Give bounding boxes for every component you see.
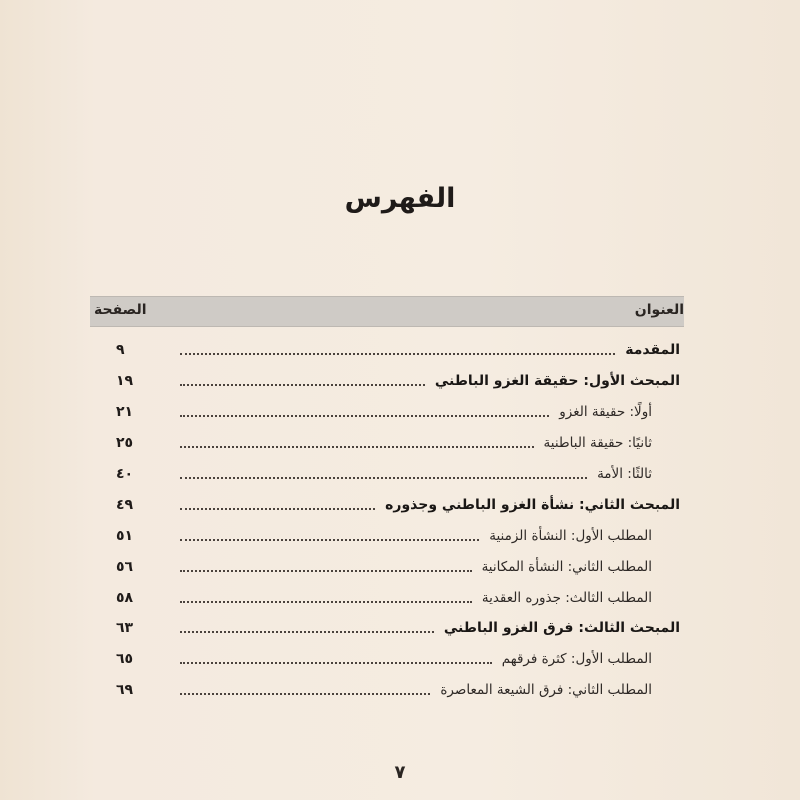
toc-row — [100, 335, 680, 366]
toc-entry-label: المطلب الأول: كثرة فرقهم — [501, 651, 652, 668]
toc-row — [100, 520, 680, 551]
toc-entry-label: ثانيًا: حقيقة الباطنية — [543, 435, 652, 452]
toc-entry-page: ٥٨ — [116, 589, 134, 606]
page-number: ٧ — [394, 762, 406, 783]
toc-entry-page: ٦٥ — [116, 651, 134, 668]
toc-entry-page: ٤٩ — [116, 496, 134, 513]
dot-leader — [180, 384, 425, 386]
toc-row — [100, 675, 680, 706]
dot-leader — [180, 477, 587, 479]
toc-entry-label: المطلب الثاني: فرق الشيعة المعاصرة — [440, 682, 652, 699]
toc-row — [100, 366, 680, 397]
toc-entry-label: المطلب الثالث: جذوره العقدية — [481, 589, 652, 606]
toc-entry-page: ٤٠ — [116, 466, 134, 482]
dot-leader — [180, 570, 472, 572]
dot-leader — [180, 446, 534, 448]
header-page-column: الصفحة — [94, 302, 147, 318]
toc-entry-page: ٥١ — [116, 527, 134, 544]
dot-leader — [180, 693, 430, 695]
header-title-column: العنوان — [634, 302, 684, 318]
toc-entry-page: ٩ — [116, 342, 125, 359]
page-title: الفهرس — [344, 183, 456, 214]
dot-leader — [180, 662, 492, 664]
toc-row — [100, 397, 680, 428]
dot-leader — [180, 415, 549, 417]
toc-entry-label: المبحث الثاني: نشأة الغزو الباطني وجذوره — [385, 496, 680, 513]
toc-row — [100, 613, 680, 644]
toc-entry-page: ٢١ — [116, 404, 134, 421]
dot-leader — [180, 508, 375, 510]
toc-entry-label: المبحث الثالث: فرق الغزو الباطني — [443, 620, 680, 637]
toc-entry-label: أولًا: حقيقة الغزو — [559, 404, 652, 421]
toc-row — [100, 489, 680, 520]
toc-entry-page: ٦٣ — [116, 620, 134, 637]
toc-row — [100, 551, 680, 582]
toc-header-bar — [90, 296, 684, 327]
toc-entry-label: المقدمة — [625, 342, 680, 359]
toc-row — [100, 582, 680, 613]
dot-leader — [180, 631, 434, 633]
dot-leader — [180, 353, 615, 355]
toc-entry-page: ١٩ — [116, 373, 134, 390]
toc-row — [100, 644, 680, 675]
toc-entry-label: المطلب الأول: النشأة الزمنية — [489, 527, 652, 544]
dot-leader — [180, 539, 479, 541]
toc-row — [100, 428, 680, 459]
toc-list — [100, 335, 680, 706]
toc-entry-page: ٥٦ — [116, 558, 134, 575]
dot-leader — [180, 601, 472, 603]
toc-entry-label: ثالثًا: الأمة — [597, 466, 652, 482]
toc-entry-page: ٦٩ — [116, 682, 134, 699]
toc-entry-page: ٢٥ — [116, 435, 134, 452]
toc-entry-label: المطلب الثاني: النشأة المكانية — [481, 558, 652, 575]
toc-entry-label: المبحث الأول: حقيقة الغزو الباطني — [434, 373, 680, 390]
toc-row — [100, 459, 680, 490]
